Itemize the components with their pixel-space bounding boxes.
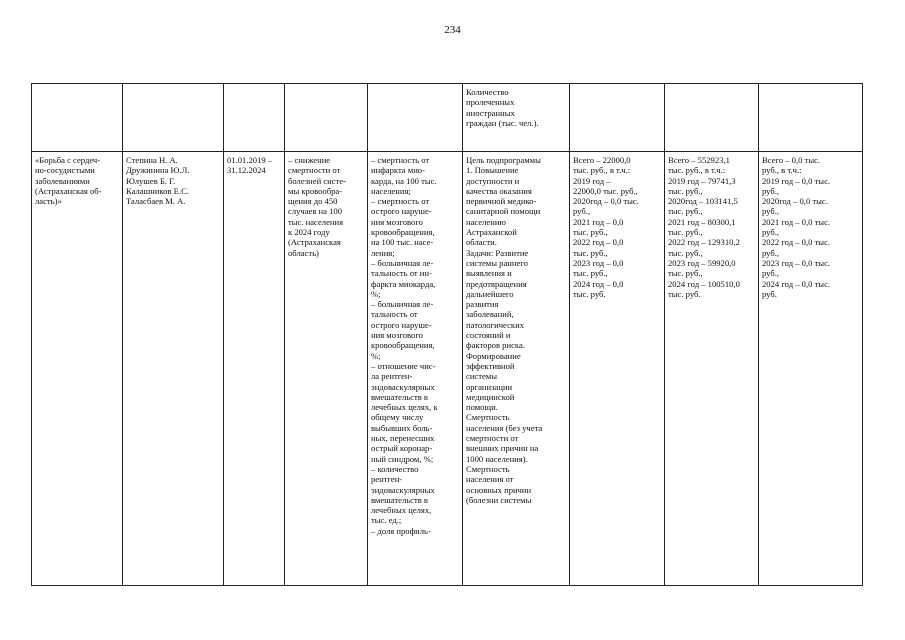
header-cell-funding-3 bbox=[759, 84, 863, 152]
goal-cell: – снижение смертности от болезней систе- мы кровообра- щения до 450 случаев на 100 тыс. населения к 2024 году (Астраханская область) bbox=[285, 152, 368, 586]
header-cell-goal bbox=[285, 84, 368, 152]
funding-cell-1: Всего – 22000,0 тыс. руб., в т.ч.: 2019 год – 22000,0 тыс. руб., 2020год – 0,0 тыс. руб., 2021 год – 0,0 тыс. руб., 2022 год – 0,0 тыс. руб., 2023 год – 0,0 тыс. руб., 2024 год – 0,0 тыс. руб. bbox=[570, 152, 665, 586]
project-name-cell: «Борьба с сердеч- но-сосудистыми заболеваниями (Астраханская об- ласть)» bbox=[32, 152, 123, 586]
header-cell-indicators bbox=[368, 84, 463, 152]
header-cell-project bbox=[32, 84, 123, 152]
program-table bbox=[31, 83, 863, 586]
period-cell: 01.01.2019 – 31.12.2024 bbox=[224, 152, 285, 586]
subprogram-cell: Цель подпрограммы 1. Повышение доступности и качества оказания первичной медико- санитарной помощи населению Астраханской области. Задачи: Развитие системы раннего выявления и предотвращения дальнейшего развития заболеваний, патологических состояний и факторов риска. Формирование эффективной системы организации медицинской помощи. Смертность населения (без учета смертности от внешних причин на 1000 населения). Смертность населения от основных причин (болезни системы bbox=[463, 152, 570, 586]
table-row bbox=[32, 152, 863, 586]
header-cell-funding-2 bbox=[665, 84, 759, 152]
header-cell-period bbox=[224, 84, 285, 152]
page-number: 234 bbox=[444, 24, 461, 36]
funding-cell-3: Всего – 0,0 тыс. руб., в т.ч.: 2019 год – 0,0 тыс. руб., 2020год – 0,0 тыс. руб., 2021 год – 0,0 тыс. руб., 2022 год – 0,0 тыс. руб., 2023 год – 0,0 тыс. руб., 2024 год – 0,0 тыс. руб. bbox=[759, 152, 863, 586]
responsible-persons-cell: Степина Н. А. Дружинина Ю.Л. Юлушев Б. Г. Калашников Е.С. Таласбаев М. А. bbox=[123, 152, 224, 586]
indicators-cell: – смертность от инфаркта мио- карда, на 100 тыс. населения; – смертность от острого наруше- ния мозгового кровообращения, на 100 тыс. насе- ления; – больничная ле- тальность от ин- фаркта миокарда, %; – больничная ле- тальность от острого наруше- ния мозгового кровообращения, %; – отношение чис- ла рентген- эндоваскулярных вмешательств в лечебных целях, к общему числу выбывших боль- ных, перенесших острый коронар- ный синдром, %; – количество рентген- эндоваскулярных вмешательств в лечебных целях, тыс. ед.; – доля профиль- bbox=[368, 152, 463, 586]
funding-cell-2: Всего – 552923,1 тыс. руб., в т.ч.: 2019 год – 79741,3 тыс. руб., 2020год – 103141,5 тыс. руб., 2021 год – 80300,1 тыс. руб., 2022 год – 129310,2 тыс. руб., 2023 год – 59920,0 тыс. руб., 2024 год – 100510,0 тыс. руб. bbox=[665, 152, 759, 586]
header-cell-foreign-patients: Количество пролеченных иностранных граждан (тыс. чел.). bbox=[463, 84, 570, 152]
header-cell-funding-1 bbox=[570, 84, 665, 152]
table-header-row bbox=[32, 84, 863, 152]
header-cell-responsible bbox=[123, 84, 224, 152]
